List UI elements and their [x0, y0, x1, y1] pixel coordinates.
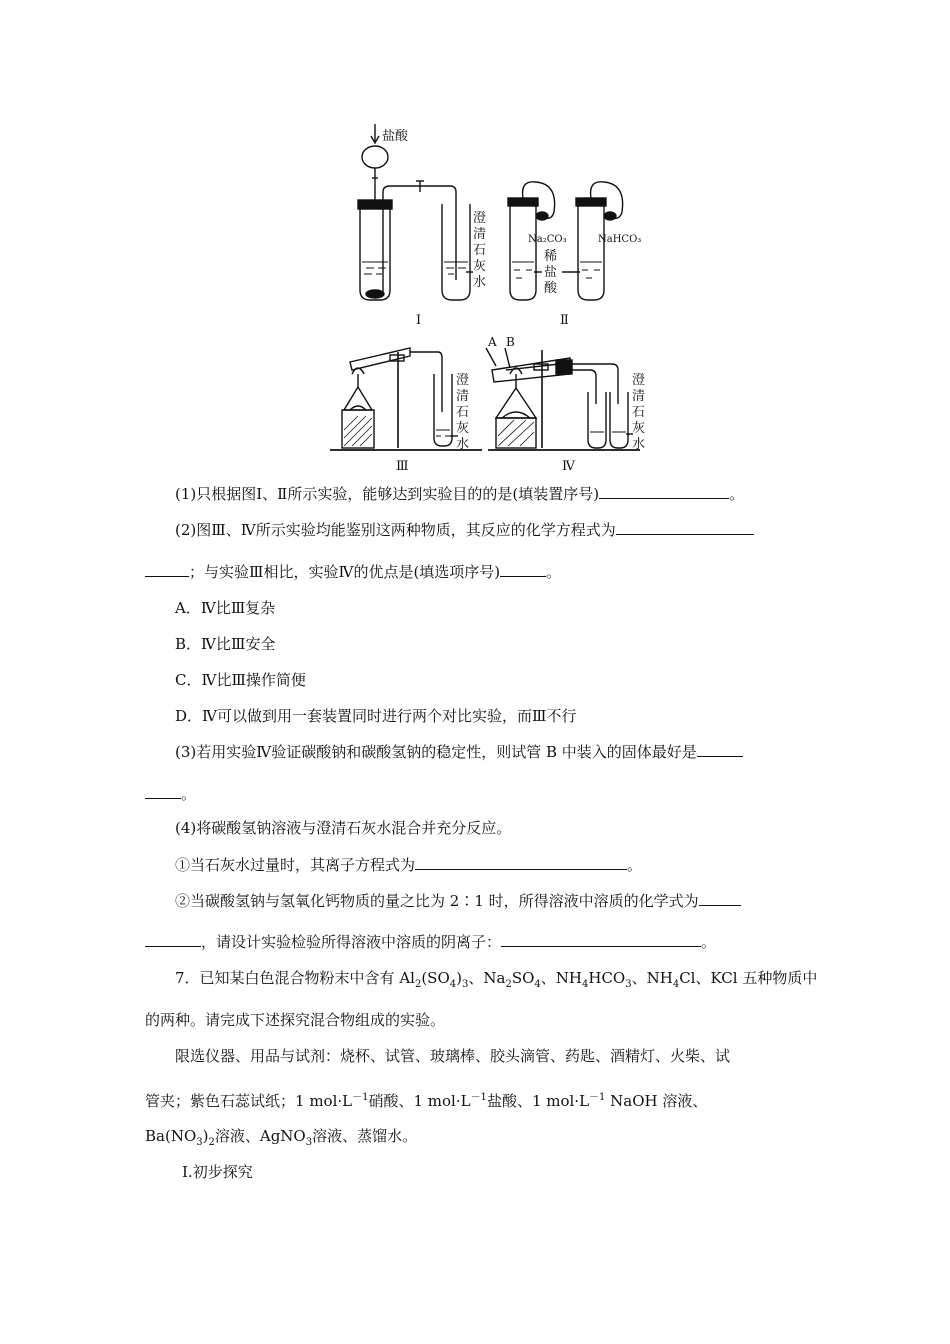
label-B: B — [506, 335, 515, 349]
svg-text:清: 清 — [473, 227, 487, 242]
svg-text:澄: 澄 — [632, 373, 646, 388]
q7-section-1: Ⅰ.初步探究 — [182, 1163, 253, 1181]
block-IV — [496, 418, 536, 448]
svg-text:石: 石 — [456, 405, 470, 420]
q4-blank-2[interactable] — [699, 891, 741, 906]
q2-text: (2)图Ⅲ、Ⅳ所示实验均能鉴别这两种物质，其反应的化学方程式为 — [175, 521, 616, 539]
option-a: A．Ⅳ比Ⅲ复杂 — [175, 599, 276, 617]
svg-text:稀: 稀 — [544, 249, 558, 264]
svg-text:清: 清 — [456, 389, 470, 404]
delivery-IV-b — [572, 370, 596, 404]
svg-text:酸: 酸 — [544, 281, 558, 296]
label-I: Ⅰ — [416, 313, 422, 328]
q1-blank[interactable] — [599, 484, 729, 499]
label-II: Ⅱ — [560, 313, 569, 328]
test-tube-I-left — [360, 204, 390, 300]
test-tube-II-right — [578, 202, 604, 300]
q2-blank-1[interactable] — [616, 520, 754, 535]
svg-text:清: 清 — [632, 389, 646, 404]
svg-text:石: 石 — [473, 243, 487, 258]
svg-text:灰: 灰 — [473, 259, 487, 274]
test-tube-III — [434, 374, 452, 446]
q7-line4: 管夹；紫色石蕊试纸；1 $mol\cdot L^{-1}$硝酸、1 $mol\cdot L^{-1}$盐酸、1 $mol\cdot L^{-1}$ NaOH 溶液、 — [145, 1092, 708, 1110]
option-b: B．Ⅳ比Ⅲ安全 — [175, 635, 276, 653]
svg-text:澄: 澄 — [473, 211, 487, 226]
q4-blank-3[interactable] — [501, 932, 701, 947]
test-tube-IV-right — [610, 392, 628, 448]
option-d: D．Ⅳ可以做到用一套装置同时进行两个对比实验，而Ⅲ不行 — [175, 707, 577, 725]
limewater-label-III — [456, 373, 469, 452]
q2-line2: ；与实验Ⅲ相比，实验Ⅳ的优点是(填选项序号) 。 — [145, 562, 561, 582]
svg-text:石: 石 — [632, 405, 646, 420]
q7-line5: $Ba(NO_3)_2$溶液、AgNO$_3$溶液、蒸馏水。 — [145, 1127, 418, 1148]
q4-intro: (4)将碳酸氢钠溶液与澄清石灰水混合并充分反应。 — [175, 819, 512, 837]
stopper — [358, 200, 392, 209]
q1-line: (1)只根据图Ⅰ、Ⅱ所示实验，能够达到实验目的的是(填装置序号) 。 — [175, 485, 745, 503]
svg-text:盐: 盐 — [544, 265, 558, 280]
tube-III — [350, 348, 410, 370]
delivery-tube-I — [383, 186, 456, 280]
separatory-funnel — [362, 146, 388, 168]
test-tube-II-left — [510, 202, 536, 300]
q1-text: (1)只根据图Ⅰ、Ⅱ所示实验，能够达到实验目的的是(填装置序号) — [175, 485, 600, 503]
q4-blank-2b[interactable] — [145, 932, 201, 947]
dilute-acid-label — [544, 248, 558, 296]
apparatus-figure — [330, 112, 660, 477]
label-III: Ⅲ — [396, 459, 409, 474]
svg-text:澄: 澄 — [456, 373, 470, 388]
q2-blank-2[interactable] — [500, 562, 546, 577]
svg-text:灰: 灰 — [456, 421, 470, 436]
na2co3-label: Na₂CO₃ — [528, 234, 567, 245]
q2-line1 — [175, 520, 754, 540]
nahco3-label: NaHCO₃ — [598, 234, 642, 245]
limewater-label-I — [473, 211, 486, 290]
delivery-tube-III — [410, 352, 442, 412]
q3-line2: 。 — [145, 784, 196, 804]
option-c: C．Ⅳ比Ⅲ操作简便 — [175, 671, 306, 689]
q3-line1: (3)若用实验Ⅳ验证碳酸钠和碳酸氢钠的稳定性，则试管 B 中装入的固体最好是 — [175, 742, 743, 762]
q7-line3: 限选仪器、用品与试剂：烧杯、试管、玻璃棒、胶头滴管、药匙、酒精灯、火柴、试 — [175, 1047, 731, 1065]
acid-label: 盐酸 — [382, 129, 409, 144]
q3-blank-b[interactable] — [145, 784, 181, 799]
svg-text:灰: 灰 — [632, 421, 646, 436]
svg-text:水: 水 — [456, 437, 470, 452]
apparatus-svg — [330, 112, 660, 477]
q2-blank-1b[interactable] — [145, 562, 189, 577]
q4-blank-1[interactable] — [415, 855, 627, 870]
label-A: A — [488, 335, 497, 349]
q3-blank[interactable] — [697, 742, 743, 757]
q4-sub2: ②当碳酸氢钠与氢氧化钙物质的量之比为 2∶1 时，所得溶液中溶质的化学式为 — [175, 891, 741, 911]
q7-line1: 7．已知某白色混合物粉末中含有 $Al_2(SO_4)_3$、$Na_2SO_4$、$NH_4HCO_3$、$NH_4Cl$、KCl 五种物质中 — [175, 969, 818, 990]
lamp-IV — [496, 388, 536, 418]
limewater-label-IV — [632, 373, 645, 452]
q4-sub1: ①当石灰水过量时，其离子方程式为 。 — [175, 856, 643, 874]
svg-text:水: 水 — [473, 275, 487, 290]
q4-sub2-line2: ，请设计实验检验所得溶液中溶质的阴离子： 。 — [145, 932, 716, 952]
svg-text:水: 水 — [632, 437, 646, 452]
test-tube-IV-left — [588, 392, 606, 448]
label-IV: Ⅳ — [562, 459, 575, 474]
q7-line2: 的两种。请完成下述探究混合物组成的实验。 — [145, 1011, 446, 1029]
